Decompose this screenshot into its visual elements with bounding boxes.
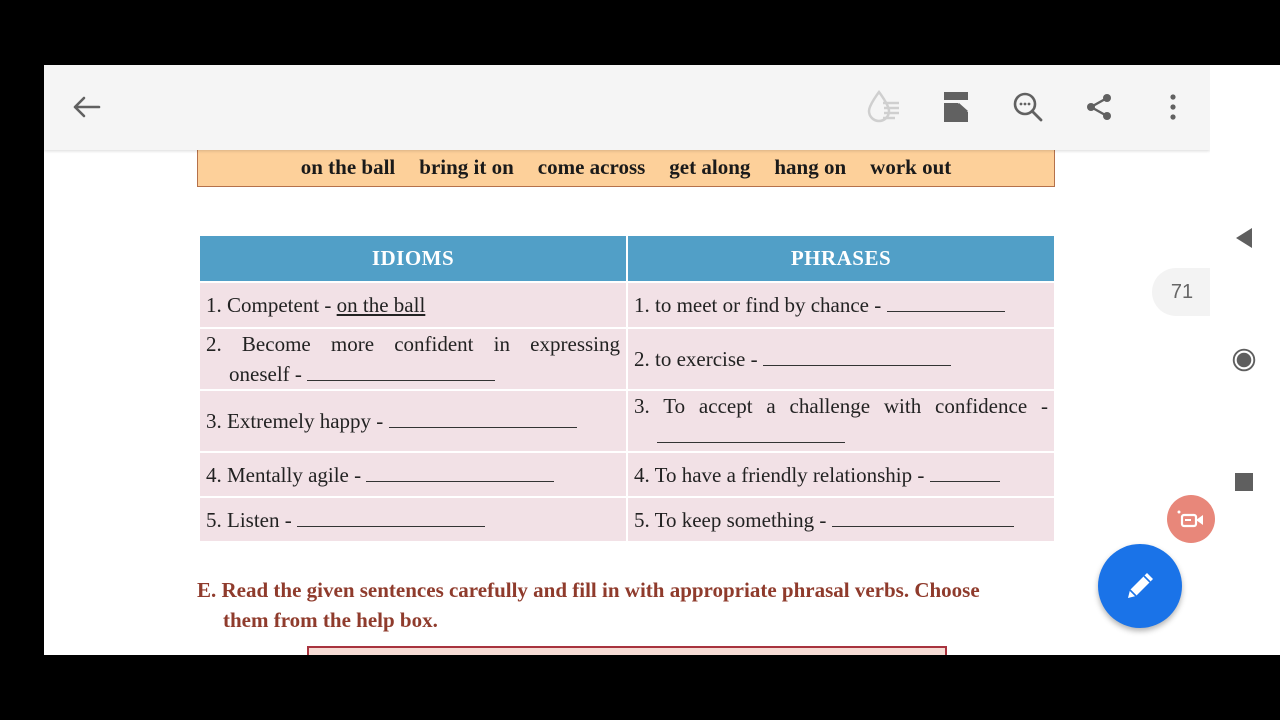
table-row <box>199 452 1055 497</box>
nav-back-button[interactable] <box>1232 226 1256 250</box>
table-row <box>199 390 1055 452</box>
idiom-cell: 1. Competent - on the ball <box>199 282 627 328</box>
share-icon <box>1085 93 1113 121</box>
page-layout-button[interactable] <box>936 87 976 127</box>
phrase-cell: 3. To accept a challenge with confidence - <box>627 390 1055 452</box>
answer-blank <box>763 347 951 366</box>
search-icon <box>1013 92 1043 122</box>
help-item: get along <box>669 154 751 179</box>
nav-home-icon <box>1232 346 1256 374</box>
idiom-cell: 3. Extremely happy - <box>199 390 627 452</box>
back-button[interactable] <box>66 87 106 127</box>
answer-blank <box>366 463 554 482</box>
nav-back-icon <box>1234 227 1254 249</box>
answer-blank <box>297 508 485 527</box>
video-camera-icon <box>1176 509 1206 529</box>
answer-blank <box>887 293 1005 312</box>
answer-blank <box>832 508 1014 527</box>
page-number-indicator[interactable]: 71 <box>1152 268 1212 316</box>
answer-blank <box>657 424 845 443</box>
answer-blank <box>389 409 577 428</box>
table-row <box>199 497 1055 542</box>
more-options-icon <box>1169 93 1177 121</box>
phrase-cell: 1. to meet or find by chance - <box>627 282 1055 328</box>
answer-blank <box>930 463 1000 482</box>
nav-home-button[interactable] <box>1232 348 1256 372</box>
pdf-viewer-screen <box>44 65 1210 655</box>
screen-recorder-button[interactable] <box>1167 495 1215 543</box>
phrase-cell: 4. To have a friendly relationship - <box>627 452 1055 497</box>
idiom-cell: 5. Listen - <box>199 497 627 542</box>
share-button[interactable] <box>1079 87 1119 127</box>
help-box <box>197 148 1055 187</box>
table-row <box>199 282 1055 328</box>
help-item: come across <box>537 154 646 179</box>
arrow-left-icon <box>71 95 101 119</box>
edit-fab-button[interactable] <box>1098 544 1182 628</box>
header-phrases: PHRASES <box>627 235 1055 282</box>
more-options-button[interactable] <box>1153 87 1193 127</box>
idiom-cell: 4. Mentally agile - <box>199 452 627 497</box>
idioms-phrases-table <box>198 234 1056 543</box>
help-item: hang on <box>774 154 847 179</box>
phrase-cell: 2. to exercise - <box>627 328 1055 390</box>
edit-pencil-icon <box>1123 569 1157 603</box>
idiom-cell: 2. Become more confident in expressing oneself - <box>199 328 627 390</box>
table-row <box>199 328 1055 390</box>
document-page[interactable] <box>44 150 1210 655</box>
help-item: work out <box>870 154 952 179</box>
answer-blank <box>307 362 495 381</box>
exercise-instruction: E. Read the given sentences carefully and fill in with appropriate phrasal verbs. Choose them from the help box. <box>197 578 980 632</box>
second-help-box <box>307 646 947 655</box>
answer-text: on the ball <box>336 293 426 317</box>
nav-recents-icon <box>1235 473 1253 491</box>
reading-mode-icon <box>865 89 903 125</box>
top-toolbar <box>44 65 1210 150</box>
search-button[interactable] <box>1008 87 1048 127</box>
nav-recents-button[interactable] <box>1232 470 1256 494</box>
reading-mode-button[interactable] <box>864 87 904 127</box>
page-layout-icon <box>943 91 969 123</box>
help-item: on the ball <box>300 154 396 179</box>
help-item: bring it on <box>419 154 514 179</box>
header-idioms: IDIOMS <box>199 235 627 282</box>
phrase-cell: 5. To keep something - <box>627 497 1055 542</box>
